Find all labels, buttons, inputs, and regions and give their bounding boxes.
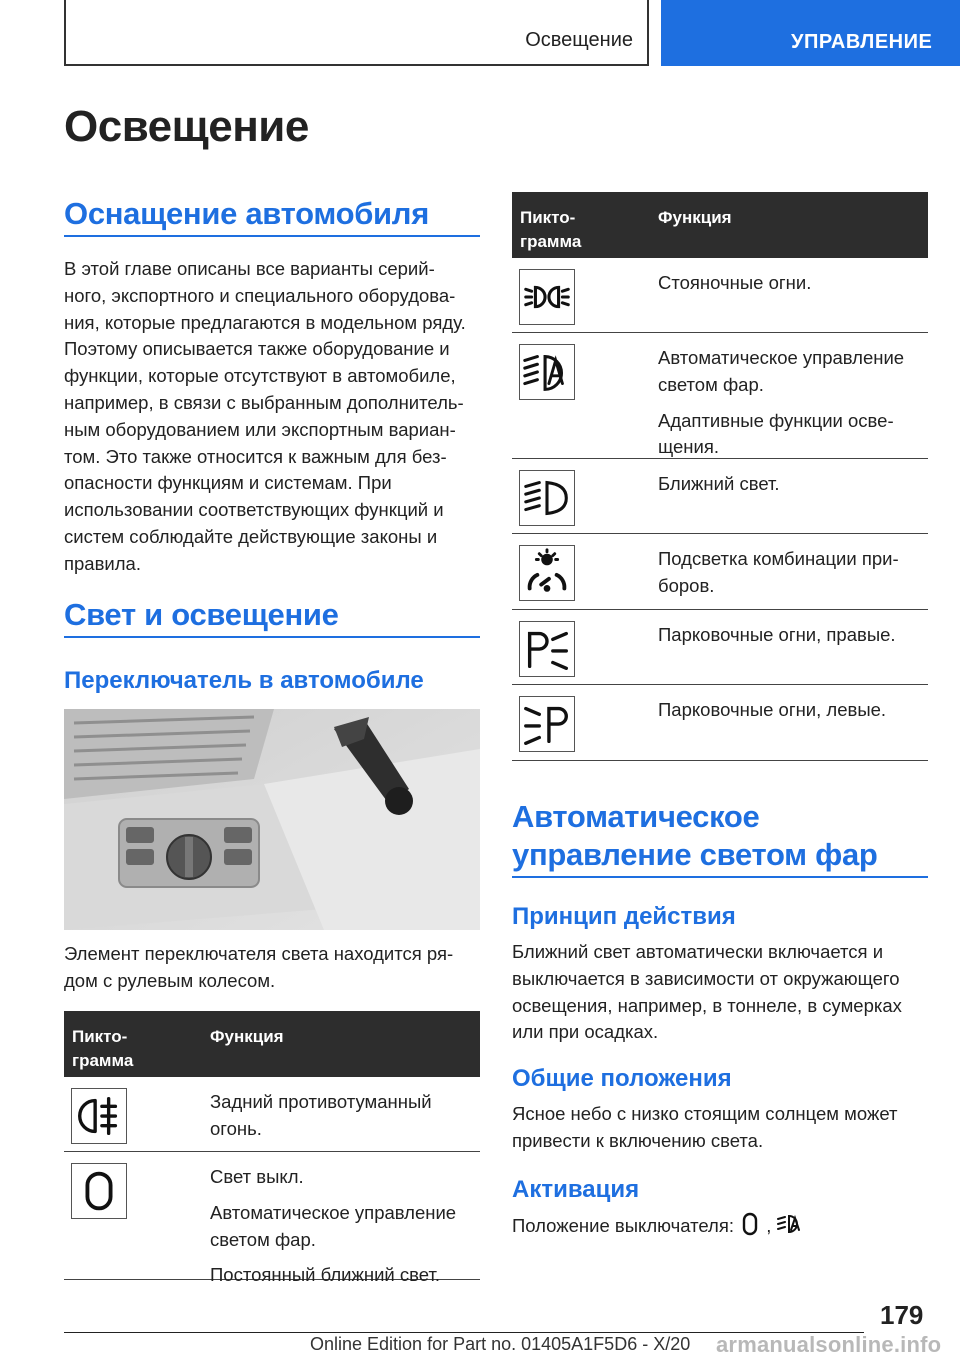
text-line: Автоматическое управление bbox=[658, 347, 905, 368]
column-header-pictogram bbox=[520, 206, 581, 254]
heading-rule bbox=[64, 235, 480, 237]
column-header-function: Функция bbox=[210, 1027, 284, 1046]
footer-watermark: armanualsonline.info bbox=[716, 1332, 942, 1357]
text-line: Свет выкл. bbox=[210, 1166, 304, 1187]
header-chapter-label: УПРАВЛЕНИЕ bbox=[791, 31, 933, 53]
table-row bbox=[512, 685, 928, 761]
text-line: функции, которые отсутствуют в автомобиле, bbox=[64, 365, 456, 387]
header-chapter-tab bbox=[661, 0, 960, 66]
heading-switch: Переключатель в автомобиле bbox=[64, 667, 424, 694]
separator: , bbox=[766, 1215, 772, 1236]
heading-general: Общие положения bbox=[512, 1065, 732, 1092]
table-row bbox=[512, 459, 928, 534]
header-text: Пикто- bbox=[72, 1027, 128, 1046]
text-line: том. Это также относится к важным для без- bbox=[64, 445, 447, 467]
row-function bbox=[658, 697, 922, 733]
text-line: боров. bbox=[658, 574, 715, 596]
text-line: Автоматическое управление bbox=[210, 1201, 457, 1223]
table-header bbox=[64, 1011, 480, 1077]
text-line: Подсветка комбинации при- bbox=[658, 548, 899, 569]
text-line: щения. bbox=[658, 436, 720, 458]
text-line: В этой главе описаны все варианты серий- bbox=[64, 258, 435, 279]
text-line: светом фар. bbox=[658, 373, 764, 395]
pictogram-table-1 bbox=[64, 1011, 480, 1286]
equipment-paragraph bbox=[64, 256, 466, 578]
text-line: Ближний свет автоматически включается и bbox=[512, 941, 884, 962]
row-function bbox=[210, 1164, 474, 1298]
heading-line: управление светом фар bbox=[512, 837, 878, 872]
heading-auto-headlight bbox=[512, 798, 878, 874]
row-function bbox=[658, 622, 922, 658]
principle-paragraph bbox=[512, 939, 902, 1046]
parking-lights-icon bbox=[519, 269, 575, 325]
row-function bbox=[658, 546, 922, 609]
text-line: Парковочные огни, левые. bbox=[658, 699, 887, 720]
text-line: использовании соответствующих функций и bbox=[64, 499, 444, 521]
text-paragraph bbox=[658, 408, 922, 462]
instrument-lighting-icon bbox=[519, 545, 575, 601]
general-paragraph bbox=[512, 1101, 897, 1155]
text-line: светом фар. bbox=[210, 1228, 316, 1250]
text-line: привести к включению света. bbox=[512, 1129, 764, 1151]
row-function bbox=[658, 345, 922, 470]
heading-line: Автоматическое bbox=[512, 799, 760, 834]
rear-fog-light-icon bbox=[71, 1088, 127, 1144]
light-off-icon bbox=[739, 1212, 761, 1244]
text-line: Поэтому описывается также оборудование и bbox=[64, 338, 450, 360]
text-line: Адаптивные функции осве- bbox=[658, 409, 894, 431]
switch-caption bbox=[64, 941, 453, 995]
pictogram-table-2 bbox=[512, 192, 928, 761]
text-line: опасности функциям и системам. При bbox=[64, 472, 392, 494]
text-line: ным оборудованием или экспортным вариан- bbox=[64, 418, 456, 440]
text-line: ного, экспортного и специального оборудова- bbox=[64, 284, 456, 306]
parking-light-left-icon bbox=[519, 696, 575, 752]
heading-equipment: Оснащение автомобиля bbox=[64, 196, 429, 231]
text-line: Парковочные огни, правые. bbox=[658, 624, 896, 645]
heading-activation: Активация bbox=[512, 1176, 640, 1203]
header-section-tab bbox=[64, 0, 649, 66]
text-paragraph bbox=[658, 345, 922, 399]
heading-principle: Принцип действия bbox=[512, 903, 736, 930]
page-number: 179 bbox=[880, 1300, 924, 1330]
parking-light-right-icon bbox=[519, 621, 575, 677]
text-line: огонь. bbox=[210, 1117, 262, 1139]
table-row bbox=[64, 1077, 480, 1152]
table-row bbox=[512, 534, 928, 610]
text-line: дом с рулевым колесом. bbox=[64, 969, 276, 991]
text-line: Элемент переключателя света находится ря- bbox=[64, 943, 454, 964]
text-line: ния, которые предлагаются в модельном ряду. bbox=[64, 311, 466, 333]
light-off-icon bbox=[71, 1163, 127, 1219]
column-header-function: Функция bbox=[658, 208, 732, 227]
header-section-label: Освещение bbox=[525, 29, 633, 51]
text-line: правила. bbox=[64, 552, 141, 574]
page-title: Освещение bbox=[64, 102, 309, 151]
activation-paragraph bbox=[512, 1212, 803, 1244]
header-text: грамма bbox=[72, 1051, 134, 1070]
text-line: или при осадках. bbox=[512, 1021, 659, 1043]
header-text: Пикто- bbox=[520, 208, 576, 227]
text-line: систем соблюдайте действующие законы и bbox=[64, 525, 438, 547]
text-line: например, в связи с выбранным дополнитель- bbox=[64, 391, 464, 413]
text-line: Ближний свет. bbox=[658, 473, 780, 494]
footer-edition: Online Edition for Part no. 01405A1F5D6 - X/20 bbox=[310, 1334, 691, 1354]
text-line: Задний противотуманный bbox=[210, 1091, 432, 1112]
row-function bbox=[658, 471, 922, 507]
low-beam-icon bbox=[519, 470, 575, 526]
table-row bbox=[64, 1152, 480, 1286]
text-line: Стояночные огни. bbox=[658, 272, 812, 293]
table-header bbox=[512, 192, 928, 258]
header-text: грамма bbox=[520, 232, 582, 251]
heading-light: Свет и освещение bbox=[64, 597, 339, 632]
table-row bbox=[512, 333, 928, 459]
row-function bbox=[210, 1089, 474, 1143]
text-line: освещения, например, в тоннеле, в сумерках bbox=[512, 994, 902, 1016]
text-line: Ясное небо с низко стоящим солнцем может bbox=[512, 1103, 898, 1124]
light-switch-photo bbox=[64, 709, 480, 930]
text-paragraph bbox=[210, 1200, 474, 1254]
text-line: Постоянный ближний свет. bbox=[210, 1264, 441, 1286]
table-row bbox=[512, 258, 928, 333]
activation-text: Положение выключателя: bbox=[512, 1215, 735, 1236]
heading-rule bbox=[512, 876, 928, 878]
text-line: выключается в зависимости от окружающего bbox=[512, 967, 900, 989]
row-function bbox=[658, 270, 922, 306]
column-header-pictogram bbox=[72, 1025, 133, 1073]
auto-headlight-icon bbox=[777, 1212, 803, 1244]
table-row bbox=[512, 610, 928, 685]
auto-headlight-icon bbox=[519, 344, 575, 400]
text-paragraph bbox=[658, 546, 922, 600]
heading-rule bbox=[64, 636, 480, 638]
